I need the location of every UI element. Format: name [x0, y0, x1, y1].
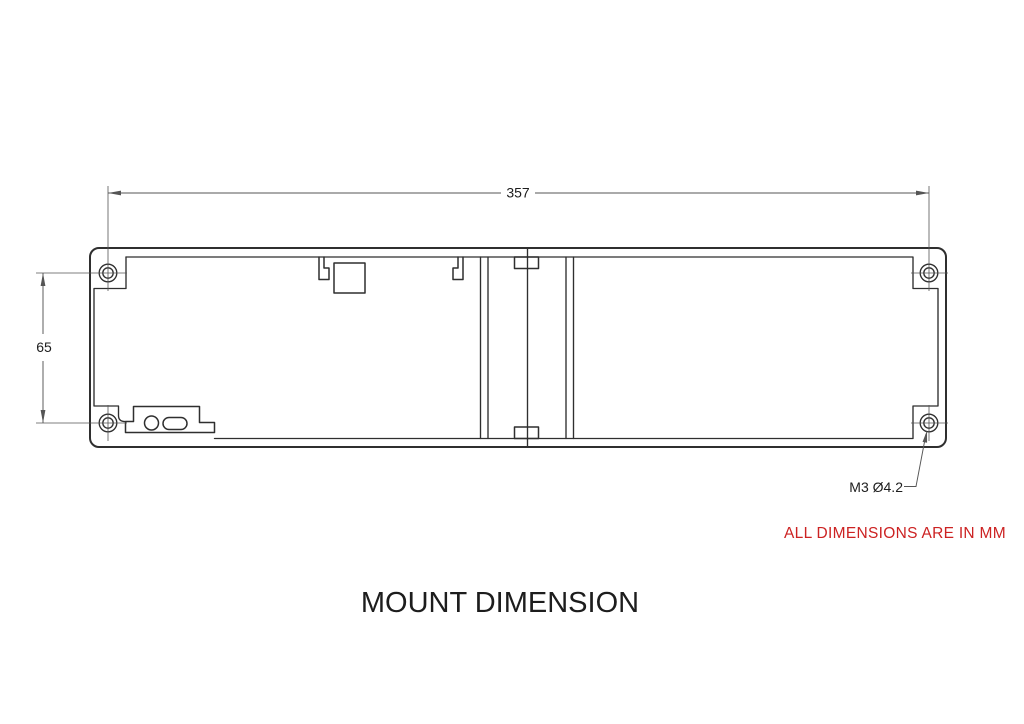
arrowhead-right	[916, 191, 929, 196]
clip-block-outline	[126, 407, 215, 433]
dimension-height-value: 65	[36, 339, 52, 355]
plate-outer-outline	[90, 248, 946, 447]
hook-notch-left	[319, 257, 329, 280]
clip-block	[126, 407, 215, 433]
dimension-height	[36, 273, 52, 423]
mount-plate	[36, 248, 948, 447]
square-cutout	[334, 263, 365, 293]
hole-callout	[849, 430, 929, 495]
hook-notch-right	[453, 257, 463, 280]
dimension-width	[108, 185, 929, 292]
dimension-width-value: 357	[506, 184, 530, 201]
drawing-title: MOUNT DIMENSION	[360, 587, 640, 619]
clip-block-slot	[163, 418, 187, 430]
clip-block-hole	[145, 416, 159, 430]
seam-tab-bottom	[515, 427, 539, 439]
hole-callout-label: M3 Ø4.2	[849, 479, 903, 495]
plate-inner-contour-right	[126, 257, 938, 439]
hole-centerlines	[36, 273, 948, 441]
arrowhead-bottom	[41, 410, 46, 423]
units-note: ALL DIMENSIONS ARE IN MM	[784, 525, 1006, 542]
seam-tab-top	[515, 257, 539, 269]
arrowhead-left	[108, 191, 121, 196]
arrowhead-top	[41, 273, 46, 286]
